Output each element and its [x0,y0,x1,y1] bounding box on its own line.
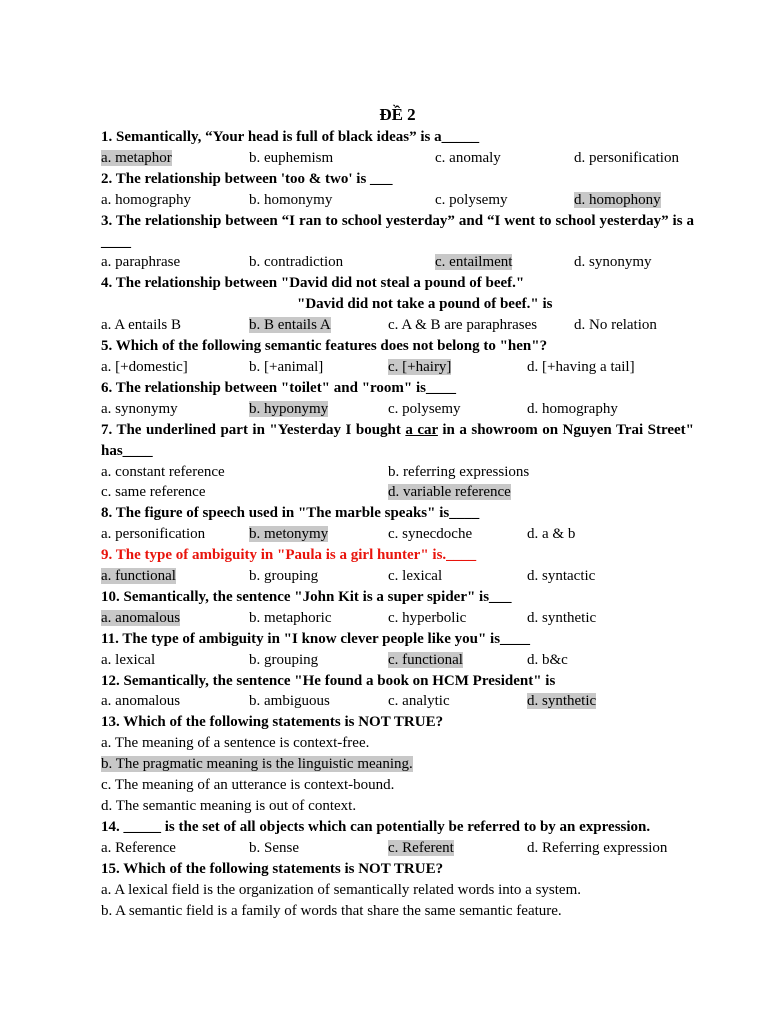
option-2b: b. homonymy [249,191,333,208]
option-1a: a. metaphor [101,149,172,166]
option-4d: d. No relation [574,317,657,334]
option-3a: a. paraphrase [101,254,181,271]
option-2d: d. homophony [574,191,661,208]
option-5b: b. [+animal] [249,358,324,375]
option-11c: c. functional [388,651,463,668]
option-4b: b. B entails A [249,317,331,334]
option-14d: d. Referring expression [527,839,668,856]
question-6: 6. The relationship between "toilet" and "room" is____ [101,379,456,396]
question-13: 13. Which of the following statements is NOT TRUE? [101,714,444,731]
question-10: 10. Semantically, the sentence "John Kit is a super spider" is___ [101,588,512,605]
option-4a: a. A entails B [101,317,181,334]
option-1d: d. personification [574,149,679,166]
option-10d: d. synthetic [527,609,597,626]
question-7-underlined: a car [405,421,438,438]
option-8a: a. personification [101,526,206,543]
option-15b: b. A semantic field is a family of words that share the same semantic feature. [101,902,562,919]
option-13b: b. The pragmatic meaning is the linguistic meaning. [101,756,413,773]
options-7-row1 [101,462,694,483]
option-14a: a. Reference [101,839,176,856]
option-12b: b. ambiguous [249,693,330,710]
options-2 [101,190,694,211]
option-14c: c. Referent [388,839,454,856]
option-11a: a. lexical [101,651,156,668]
option-1c: c. anomaly [435,149,501,166]
question-15: 15. Which of the following statements is NOT TRUE? [101,860,444,877]
question-11: 11. The type of ambiguity in "I know clever people like you" is____ [101,630,531,647]
option-12a: a. anomalous [101,693,181,710]
options-3 [101,252,694,273]
exam-page [101,104,694,921]
option-11d: d. b&c [527,651,568,668]
question-2: 2. The relationship between 'too & two' is ___ [101,170,393,187]
option-5d: d. [+having a tail] [527,358,635,375]
option-9a: a. functional [101,568,176,585]
option-14b: b. Sense [249,839,299,856]
question-3: 3. The relationship between “I ran to school yesterday” and “I went to school yesterday” is a ____ [101,212,694,250]
options-12 [101,691,694,712]
option-2a: a. homography [101,191,191,208]
option-6d: d. homography [527,400,618,417]
option-1b: b. euphemism [249,149,334,166]
option-11b: b. grouping [249,651,319,668]
option-12c: c. analytic [388,693,450,710]
question-1: 1. Semantically, “Your head is full of black ideas” is a_____ [101,129,480,145]
options-10 [101,608,694,629]
option-8b: b. metonymy [249,526,329,543]
option-7b: b. referring expressions [388,463,530,480]
options-9 [101,566,694,587]
options-7-row2 [101,482,694,503]
option-10c: c. hyperbolic [388,609,467,626]
options-8 [101,524,694,545]
option-9c: c. lexical [388,568,443,585]
option-6c: c. polysemy [388,400,461,417]
question-7 [101,420,694,462]
option-6a: a. synonymy [101,400,178,417]
option-5c: c. [+hairy] [388,358,452,375]
option-8c: c. synecdoche [388,526,473,543]
option-9d: d. syntactic [527,568,596,585]
option-7d: d. variable reference [388,484,511,501]
option-3d: d. synonymy [574,254,652,271]
option-13d: d. The semantic meaning is out of context. [101,798,357,814]
option-2c: c. polysemy [435,191,508,208]
option-13c: c. The meaning of an utterance is context-bound. [101,777,395,794]
option-10a: a. anomalous [101,609,181,626]
option-13a: a. The meaning of a sentence is context-free. [101,735,370,752]
question-8: 8. The figure of speech used in "The marble speaks" is____ [101,505,480,522]
question-4: 4. The relationship between "David did not steal a pound of beef." [101,275,525,292]
question-14: 14. _____ is the set of all objects which can potentially be referred to by an expression. [101,818,651,835]
options-14 [101,838,694,859]
options-11 [101,650,694,671]
option-3b: b. contradiction [249,254,344,271]
question-7-text-end: in a showroom on Nguyen Trai Street" has____ [101,421,695,459]
options-5 [101,357,694,378]
option-9b: b. grouping [249,568,319,585]
option-7a: a. constant reference [101,463,225,480]
options-4 [101,315,694,336]
question-9: 9. The type of ambiguity in "Paula is a girl hunter" is.____ [101,547,477,564]
option-5a: a. [+domestic] [101,358,188,375]
option-6b: b. hyponymy [249,400,329,417]
option-8d: d. a & b [527,526,576,543]
option-15a: a. A lexical field is the organization of semantically related words into a system. [101,881,582,898]
option-3c: c. entailment [435,254,513,271]
question-5: 5. Which of the following semantic features does not belong to "hen"? [101,338,548,355]
option-4c: c. A & B are paraphrases [388,317,538,334]
question-7-text-start: 7. The underlined part in "Yesterday I bought [101,421,406,438]
options-1 [101,148,694,169]
question-12: 12. Semantically, the sentence "He found a book on HCM President" is [101,672,556,689]
page-title: ĐỀ 2 [379,105,416,124]
options-6 [101,399,694,420]
question-4-line2: "David did not take a pound of beef." is [297,296,553,313]
option-7c: c. same reference [101,484,206,501]
option-10b: b. metaphoric [249,609,332,626]
option-12d: d. synthetic [527,693,597,710]
